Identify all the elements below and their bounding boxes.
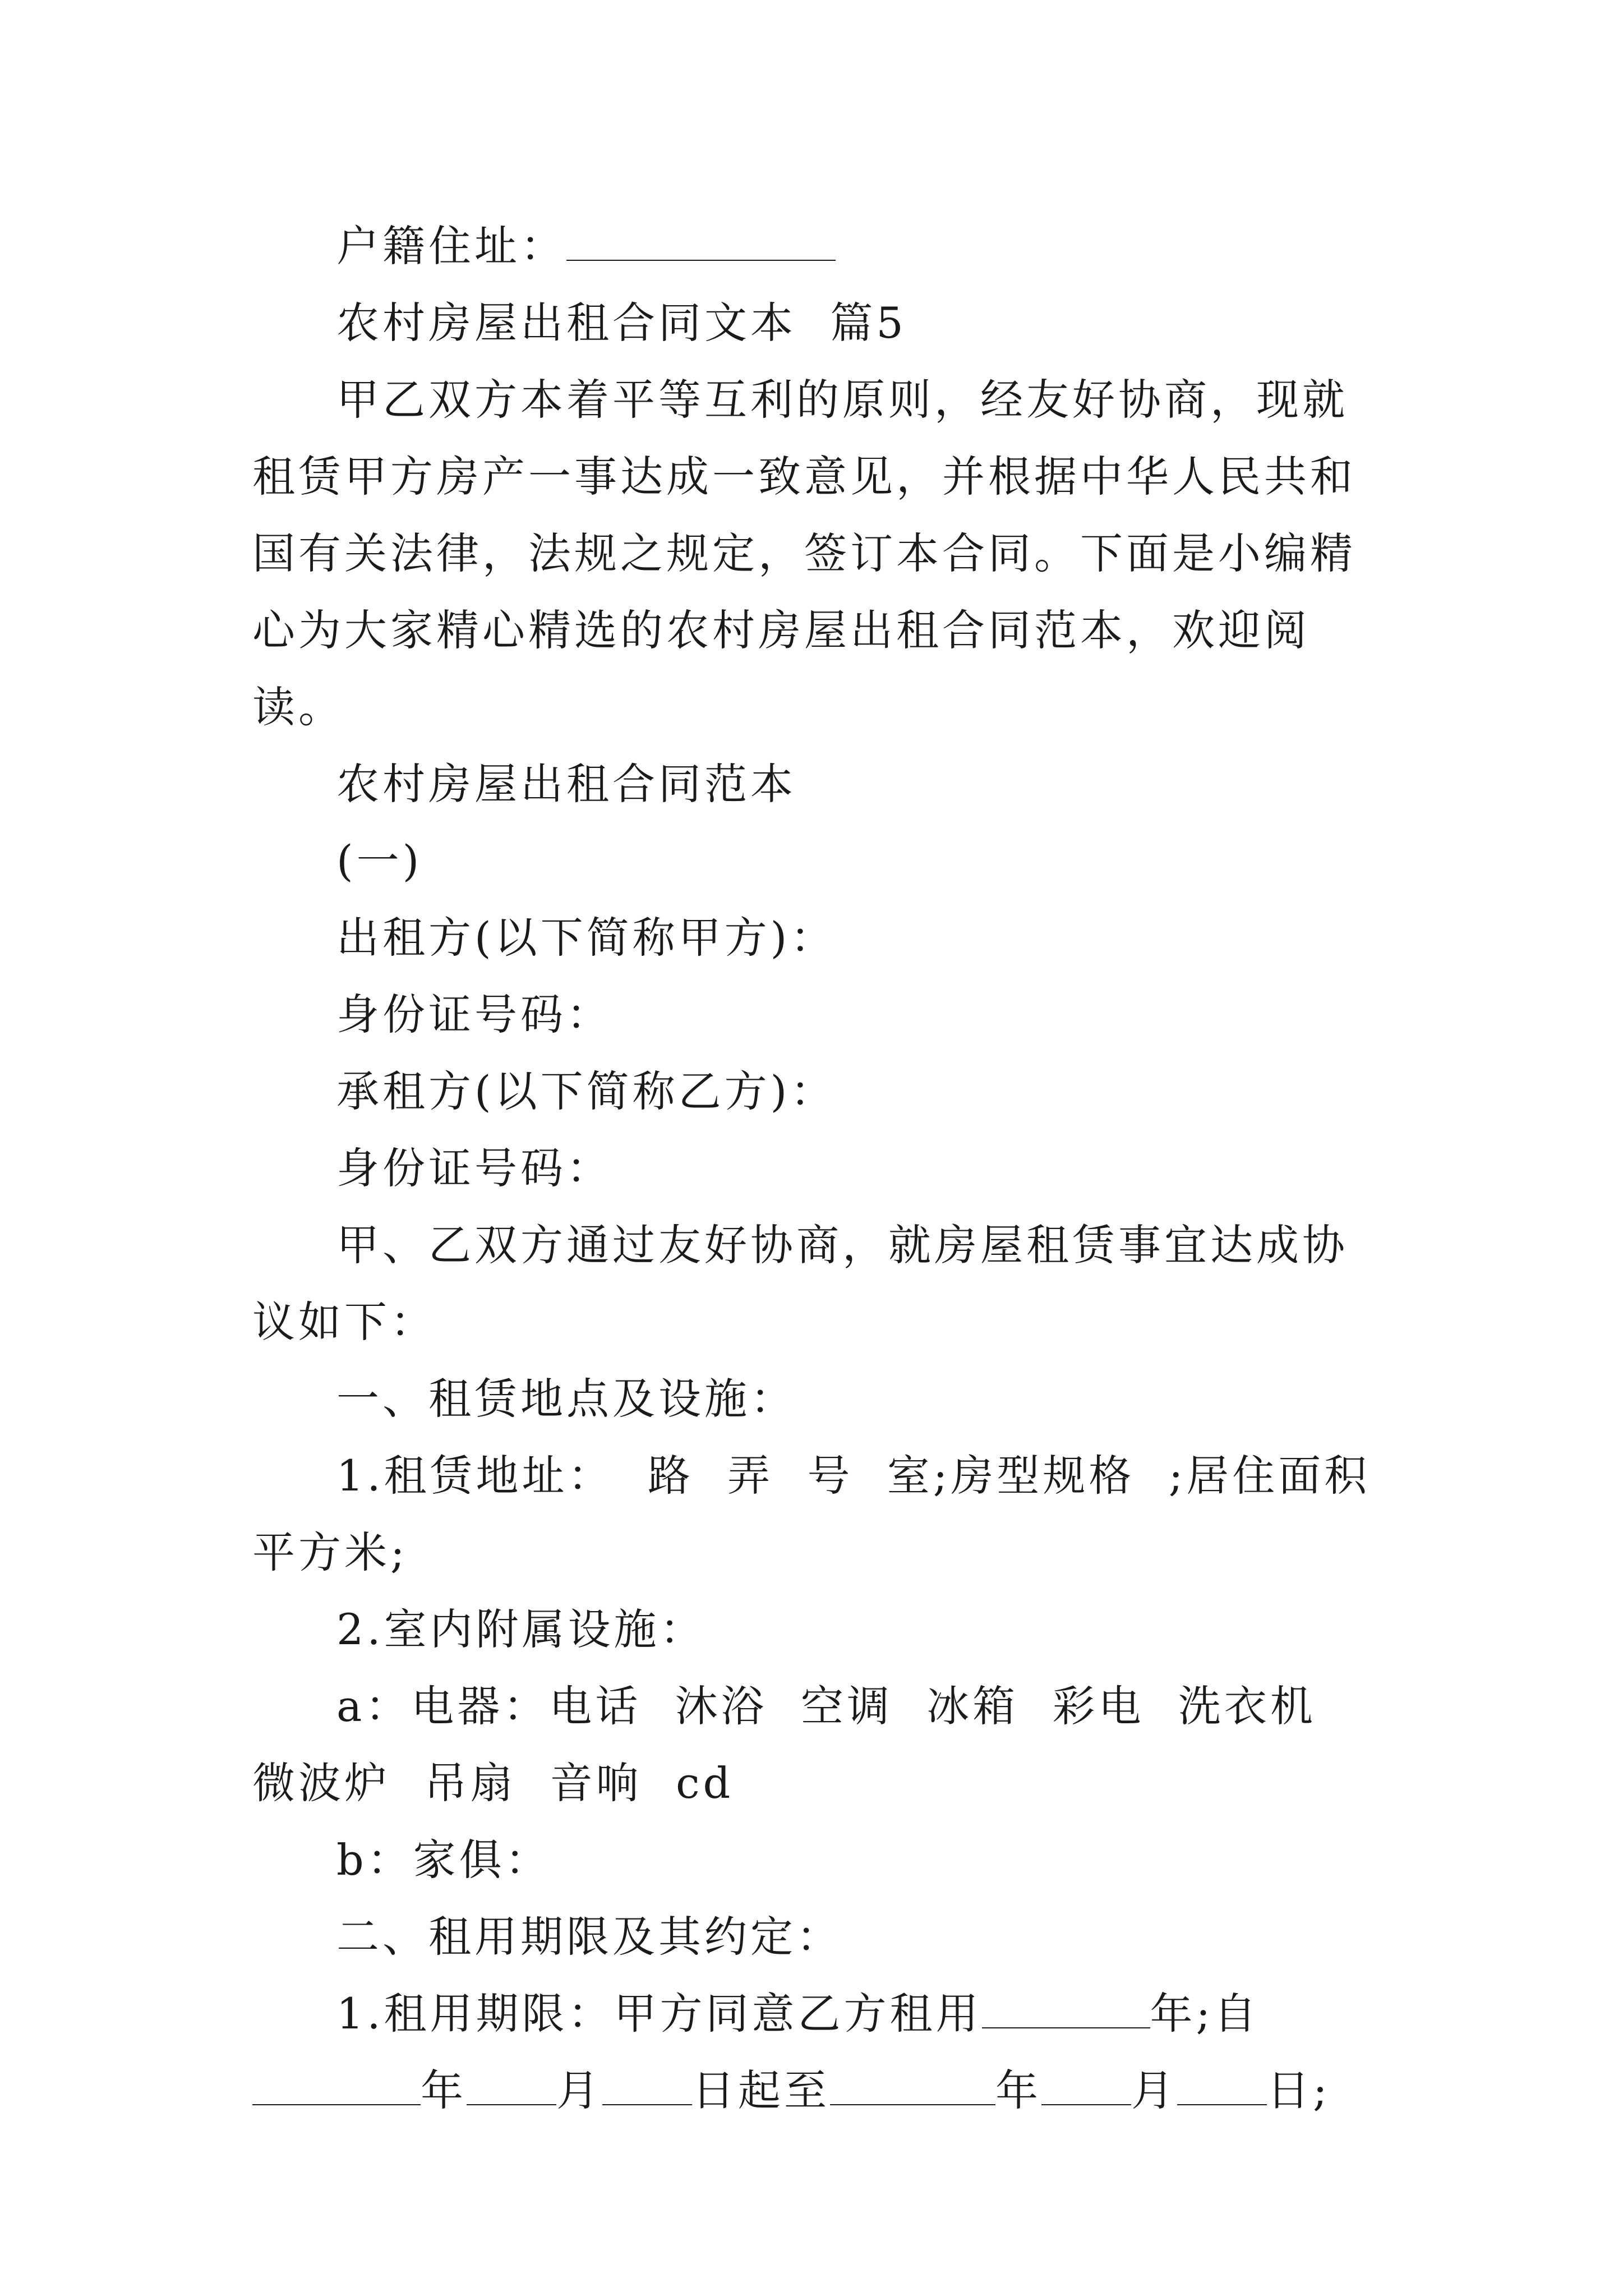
rental-address-item: 1.租赁地址： 路 弄 号 室;房型规格 ;居住面积平方米; [252,1451,1371,1577]
lease-term-item [252,1975,1380,2129]
lessee-id-line: 身份证号码： [336,1143,612,1193]
start-year-blank [252,2069,421,2105]
facilities-item: 2.室内附属设施： [336,1604,706,1654]
contract-section-heading: 农村房屋出租合同文本 篇5 [336,298,907,348]
start-month-unit: 月 [556,2065,602,2115]
end-day-blank [1177,2069,1267,2105]
start-day-to: 日起至 [692,2065,830,2115]
section-1-title: 一、租赁地点及设施： [336,1374,796,1424]
start-month-blank [467,2069,556,2105]
end-day-unit: 日; [1267,2065,1331,2115]
agreement-intro: 甲、乙双方通过友好协商，就房屋租赁事宜达成协议如下： [252,1220,1348,1347]
lessor-id-line: 身份证号码： [336,990,612,1039]
household-address-label: 户籍住址： [336,221,566,271]
section-number: (一) [336,836,423,886]
start-year-unit: 年 [421,2065,467,2115]
household-address-line [252,208,1380,284]
lease-years-unit: 年;自 [1150,1989,1260,2039]
household-address-blank [566,225,836,261]
lessor-line: 出租方(以下简称甲方)： [336,913,837,963]
start-day-blank [602,2069,692,2105]
end-year-blank [830,2069,995,2105]
document-body [252,208,1380,2129]
lease-term-prefix: 1.租用期限：甲方同意乙方租用 [336,1989,982,2039]
appliances-item: a：电器：电话 沐浴 空调 冰箱 彩电 洗衣机 微波炉 吊扇 音响 cd [252,1681,1350,1808]
end-month-blank [1041,2069,1131,2105]
template-title: 农村房屋出租合同范本 [336,759,796,809]
end-month-unit: 月 [1131,2065,1177,2115]
lessee-line: 承租方(以下简称乙方)： [336,1066,837,1116]
furniture-item: b：家俱： [336,1835,551,1885]
section-2-title: 二、租用期限及其约定： [336,1912,842,1962]
lease-years-blank [982,1993,1150,2028]
intro-paragraph: 甲乙双方本着平等互利的原则，经友好协商，现就租赁甲方房产一事达成一致意见，并根据中华人民共和国有关法律，法规之规定，签订本合同。下面是小编精心为大家精心精选的农村房屋出租合同范本，欢迎阅读。 [252,375,1356,732]
end-year-unit: 年 [995,2065,1041,2115]
